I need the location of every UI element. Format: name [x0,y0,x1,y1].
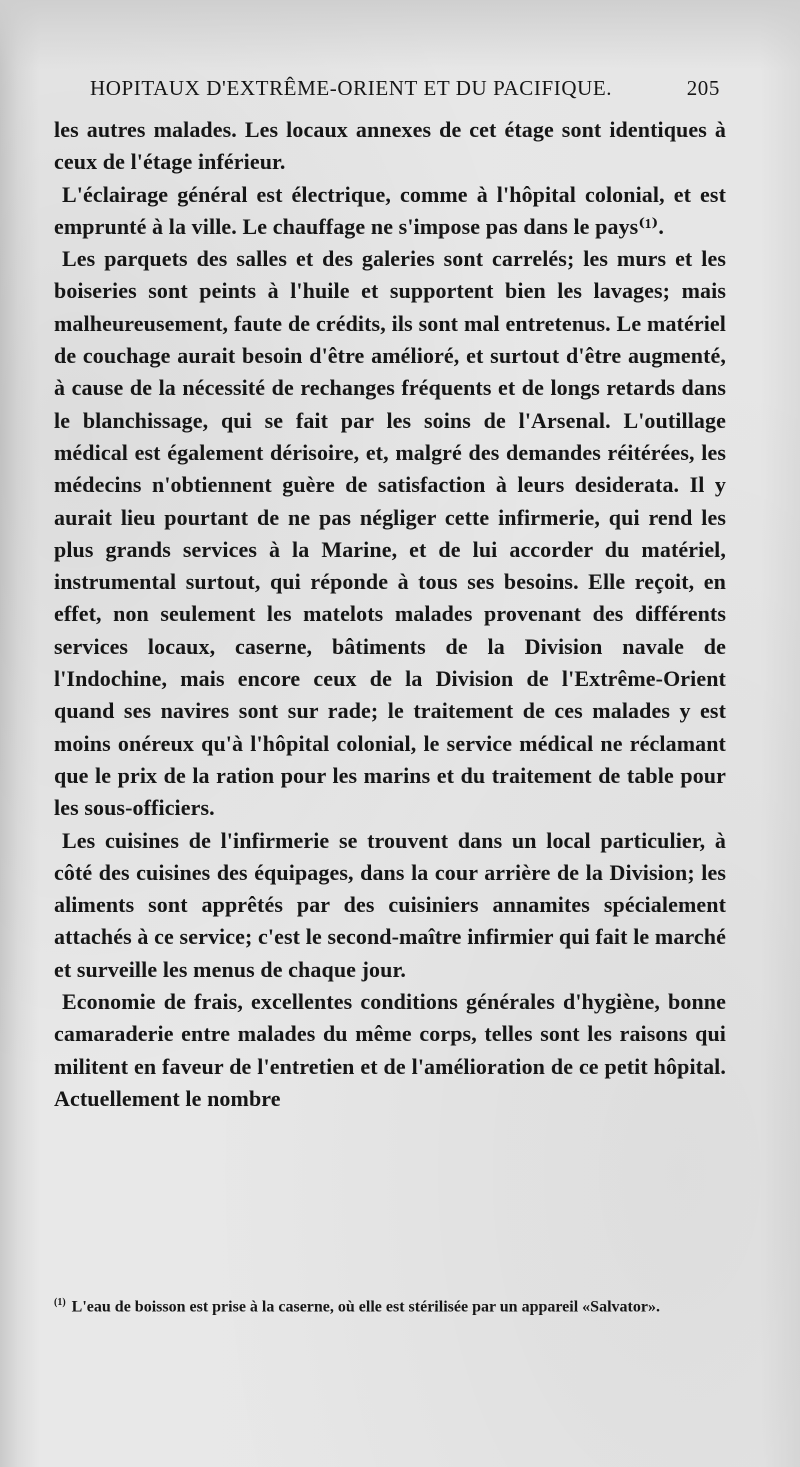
paragraph-economy: Economie de frais, excellentes conditions générales d'hygiène, bonne camaraderie entre malades du même corps, telles sont les raisons qui militent en faveur de l'entretien et de l'amélioration de ce petit hôpital. Actuellement le nombre [54,989,726,1111]
paragraph-lighting: L'éclairage général est électrique, comme à l'hôpital colonial, et est emprunté à la ville. Le chauffage ne s'impose pas dans le pays⁽¹⁾. [54,181,726,239]
paragraph-kitchens: Les cuisines de l'infirmerie se trouvent dans un local particulier, à côté des cuisines des équipages, dans la cour arrière de la Division; les aliments sont apprêtés par des cuisiniers annamites spécialement attachés à ce service; c'est le second-maître infirmier qui fait le marché et surveille les menus de chaque jour. [54,827,726,982]
footnote-marker: (1) [54,1297,66,1308]
footnote [54,1292,730,1318]
page-top-shadow [0,0,800,70]
footnote-text: L'eau de boisson est prise à la caserne, où elle est stérilisée par un appareil «Salvator». [71,1298,660,1316]
running-header [90,72,720,106]
page-number: 205 [686,76,720,100]
running-title: HOPITAUX D'EXTRÊME-ORIENT ET DU PACIFIQUE. [90,76,613,100]
body-text [54,114,726,1115]
paragraph-continuation: les autres malades. Les locaux annexes de cet étage sont identiques à ceux de l'étage inférieur. [54,117,726,175]
paragraph-floors-equipment: Les parquets des salles et des galeries sont carrelés; les murs et les boiseries sont peints à l'huile et supportent bien les lavages; mais malheureusement, faute de crédits, ils sont mal entretenus. Le matériel de couchage aurait besoin d'être amélioré, et surtout d'être augmenté, à cause de la nécessité de rechanges fréquents et de longs retards dans le blanchissage, qui se fait par les soins de l'Arsenal. L'outillage médical est également dérisoire, et, malgré des demandes réitérées, les médecins n'obtiennent guère de satisfaction à leurs desiderata. Il y aurait lieu pourtant de ne pas négliger cette infirmerie, qui rend les plus grands services à la Marine, et de lui accorder du matériel, instrumental surtout, qui réponde à tous ses besoins. Elle reçoit, en effet, non seulement les matelots malades provenant des différents services locaux, caserne, bâtiments de la Division navale de l'Indochine, mais encore ceux de la Division de l'Extrême-Orient quand ses navires sont sur rade; le traitement de ces malades y est moins onéreux qu'à l'hôpital colonial, le service médical ne réclamant que le prix de la ration pour les marins et du traitement de table pour les sous-officiers. [54,246,726,821]
